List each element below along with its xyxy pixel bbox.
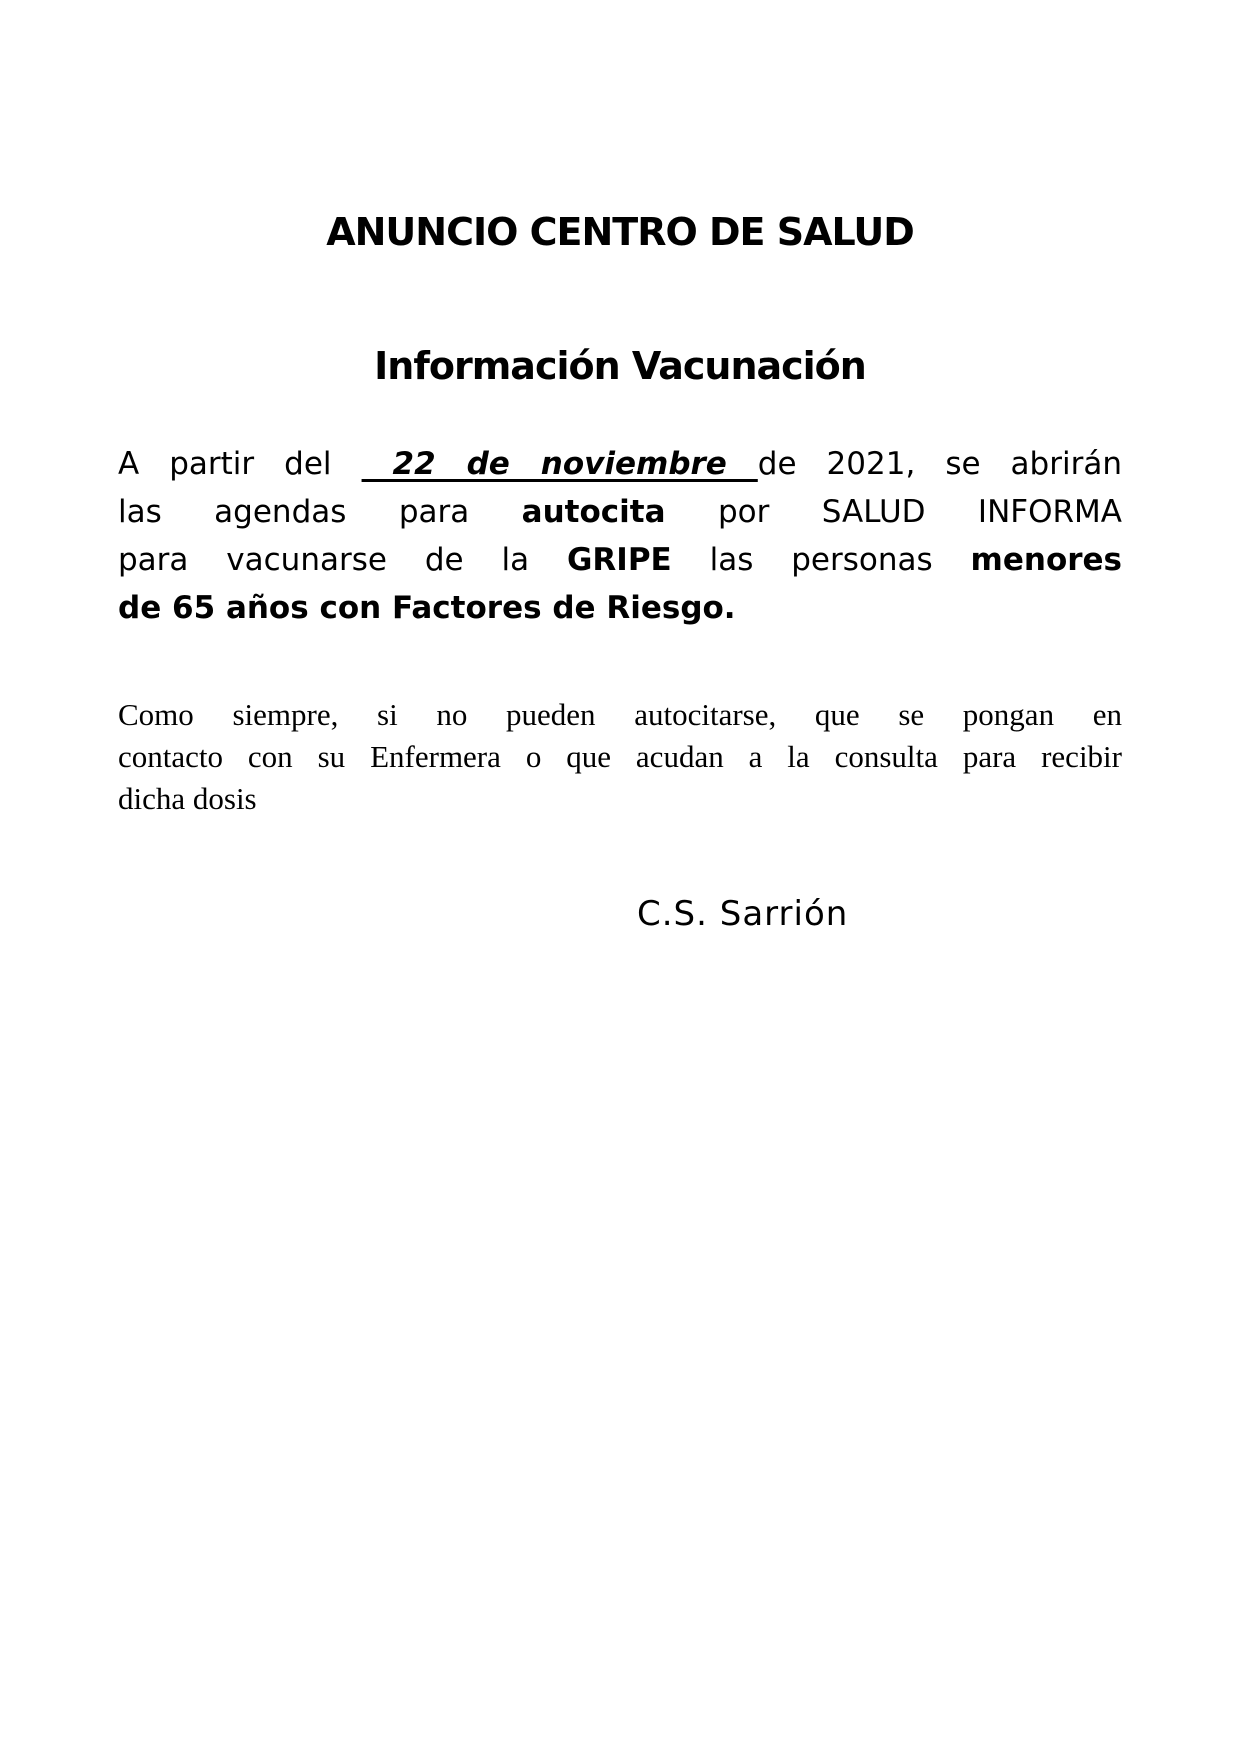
document-subtitle: Información Vacunación — [374, 344, 866, 388]
contact-line-1: Como siempre, si no pueden autocitarse, que se pongan en — [118, 697, 1122, 732]
text-segment: las agendas para — [118, 494, 522, 530]
autocita-bold: autocita — [521, 494, 666, 530]
contact-line-2: contacto con su Enfermera o que acudan a la consulta para recibir — [118, 739, 1122, 774]
menores-bold: menores — [970, 542, 1123, 578]
text-segment: por SALUD INFORMA — [665, 494, 1122, 530]
announcement-line-2 — [118, 488, 1122, 536]
announcement-line-3 — [118, 536, 1122, 584]
date-underlined: 22 de noviembre — [361, 446, 758, 482]
text-segment: para vacunarse de la — [118, 542, 567, 578]
contact-paragraph — [118, 694, 1122, 820]
announcement-line-4: de 65 años con Factores de Riesgo. — [118, 590, 736, 626]
announcement-line-1 — [118, 440, 1122, 488]
text-segment: A partir del — [118, 446, 362, 482]
text-segment: de 2021, se abrirán — [757, 446, 1122, 482]
signature: C.S. Sarrión — [637, 894, 849, 934]
gripe-bold: GRIPE — [566, 542, 672, 578]
text-segment: las personas — [671, 542, 971, 578]
announcement-paragraph — [118, 440, 1122, 632]
contact-line-3: dicha dosis — [118, 781, 257, 816]
document-title: ANUNCIO CENTRO DE SALUD — [326, 210, 914, 254]
